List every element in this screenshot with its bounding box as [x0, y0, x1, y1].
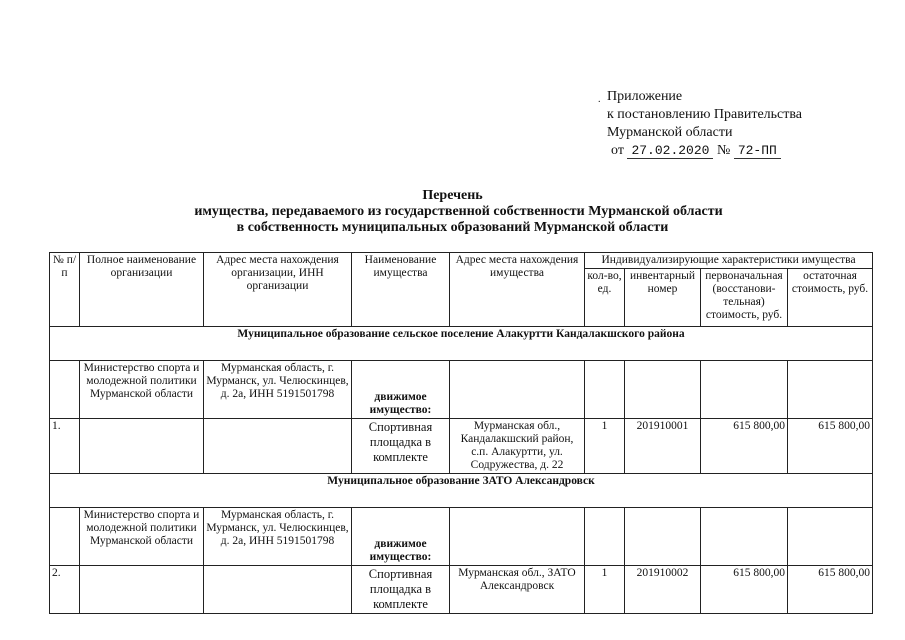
org-row: [50, 508, 873, 566]
header-inventory: инвентарный номер: [625, 269, 701, 327]
from-prefix: от: [611, 143, 624, 158]
property-category: движимое имущество:: [352, 361, 450, 419]
org-row: [50, 361, 873, 419]
empty-cell: [788, 361, 873, 419]
inventory-number: 201910001: [625, 419, 701, 474]
document-title: [0, 188, 905, 236]
appendix-title: Приложение: [607, 89, 683, 104]
header-property-address: Адрес места нахождения имущества: [450, 253, 585, 327]
empty-cell: [625, 361, 701, 419]
property-name: Спортивная площадка в комплекте: [352, 419, 450, 474]
org-address: Мурманская область, г. Мурманск, ул. Челюскинцев, д. 2а, ИНН 5191501798: [204, 361, 352, 419]
row-num: 1.: [50, 419, 80, 474]
section-title: Муниципальное образование сельское поселение Алакуртти Кандалакшского района: [50, 327, 873, 361]
property-address: Мурманская обл., Кандалакшский район, с.п. Алакуртти, ул. Содружества, д. 22: [450, 419, 585, 474]
empty-cell: [788, 508, 873, 566]
org-name: Министерство спорта и молодежной политики Мурманской области: [80, 361, 204, 419]
title-line-1: Перечень: [422, 188, 483, 203]
empty-cell: [204, 566, 352, 614]
title-line-2: имущества, передаваемого из государственной собственности Мурманской области: [194, 204, 723, 219]
property-address: Мурманская обл., ЗАТО Александровск: [450, 566, 585, 614]
table-row: [50, 419, 873, 474]
scan-mark: .: [598, 94, 601, 105]
residual-cost: 615 800,00: [788, 566, 873, 614]
header-characteristics: Индивидуализирующие характеристики имущества: [585, 253, 873, 269]
property-category: движимое имущество:: [352, 508, 450, 566]
header-row-1: [50, 253, 873, 269]
quantity: 1: [585, 419, 625, 474]
empty-cell: [204, 419, 352, 474]
empty-cell: [80, 566, 204, 614]
row-num: 2.: [50, 566, 80, 614]
property-table: [49, 252, 873, 614]
appendix-region: Мурманской области: [607, 125, 733, 140]
org-name: Министерство спорта и молодежной политики Мурманской области: [80, 508, 204, 566]
resolution-date: 27.02.2020: [627, 143, 713, 159]
header-org-name: Полное наименование организации: [80, 253, 204, 327]
initial-cost: 615 800,00: [701, 566, 788, 614]
empty-cell: [450, 361, 585, 419]
header-org-address: Адрес места нахождения организации, ИНН организации: [204, 253, 352, 327]
empty-cell: [450, 508, 585, 566]
section-row: [50, 327, 873, 361]
header-initial-cost: первоначальная (восстанови-тельная) стоимость, руб.: [701, 269, 788, 327]
title-line-3: в собственность муниципальных образований Мурманской области: [236, 220, 669, 235]
org-num-cell: [50, 361, 80, 419]
section-title: Муниципальное образование ЗАТО Александровск: [50, 474, 873, 508]
appendix-block: [607, 88, 802, 160]
quantity: 1: [585, 566, 625, 614]
empty-cell: [701, 361, 788, 419]
empty-cell: [701, 508, 788, 566]
appendix-date-line: [607, 142, 802, 160]
empty-cell: [585, 361, 625, 419]
appendix-resolution: к постановлению Правительства: [607, 107, 803, 122]
org-address: Мурманская область, г. Мурманск, ул. Челюскинцев, д. 2а, ИНН 5191501798: [204, 508, 352, 566]
inventory-number: 201910002: [625, 566, 701, 614]
empty-cell: [585, 508, 625, 566]
resolution-number: 72-ПП: [734, 143, 781, 159]
empty-cell: [80, 419, 204, 474]
residual-cost: 615 800,00: [788, 419, 873, 474]
empty-cell: [625, 508, 701, 566]
org-num-cell: [50, 508, 80, 566]
number-sign: №: [716, 143, 731, 158]
header-num: № п/п: [50, 253, 80, 327]
property-name: Спортивная площадка в комплекте: [352, 566, 450, 614]
header-property-name: Наименование имущества: [352, 253, 450, 327]
table-row: [50, 566, 873, 614]
header-residual-cost: остаточная стоимость, руб.: [788, 269, 873, 327]
section-row: [50, 474, 873, 508]
initial-cost: 615 800,00: [701, 419, 788, 474]
header-qty: кол-во, ед.: [585, 269, 625, 327]
